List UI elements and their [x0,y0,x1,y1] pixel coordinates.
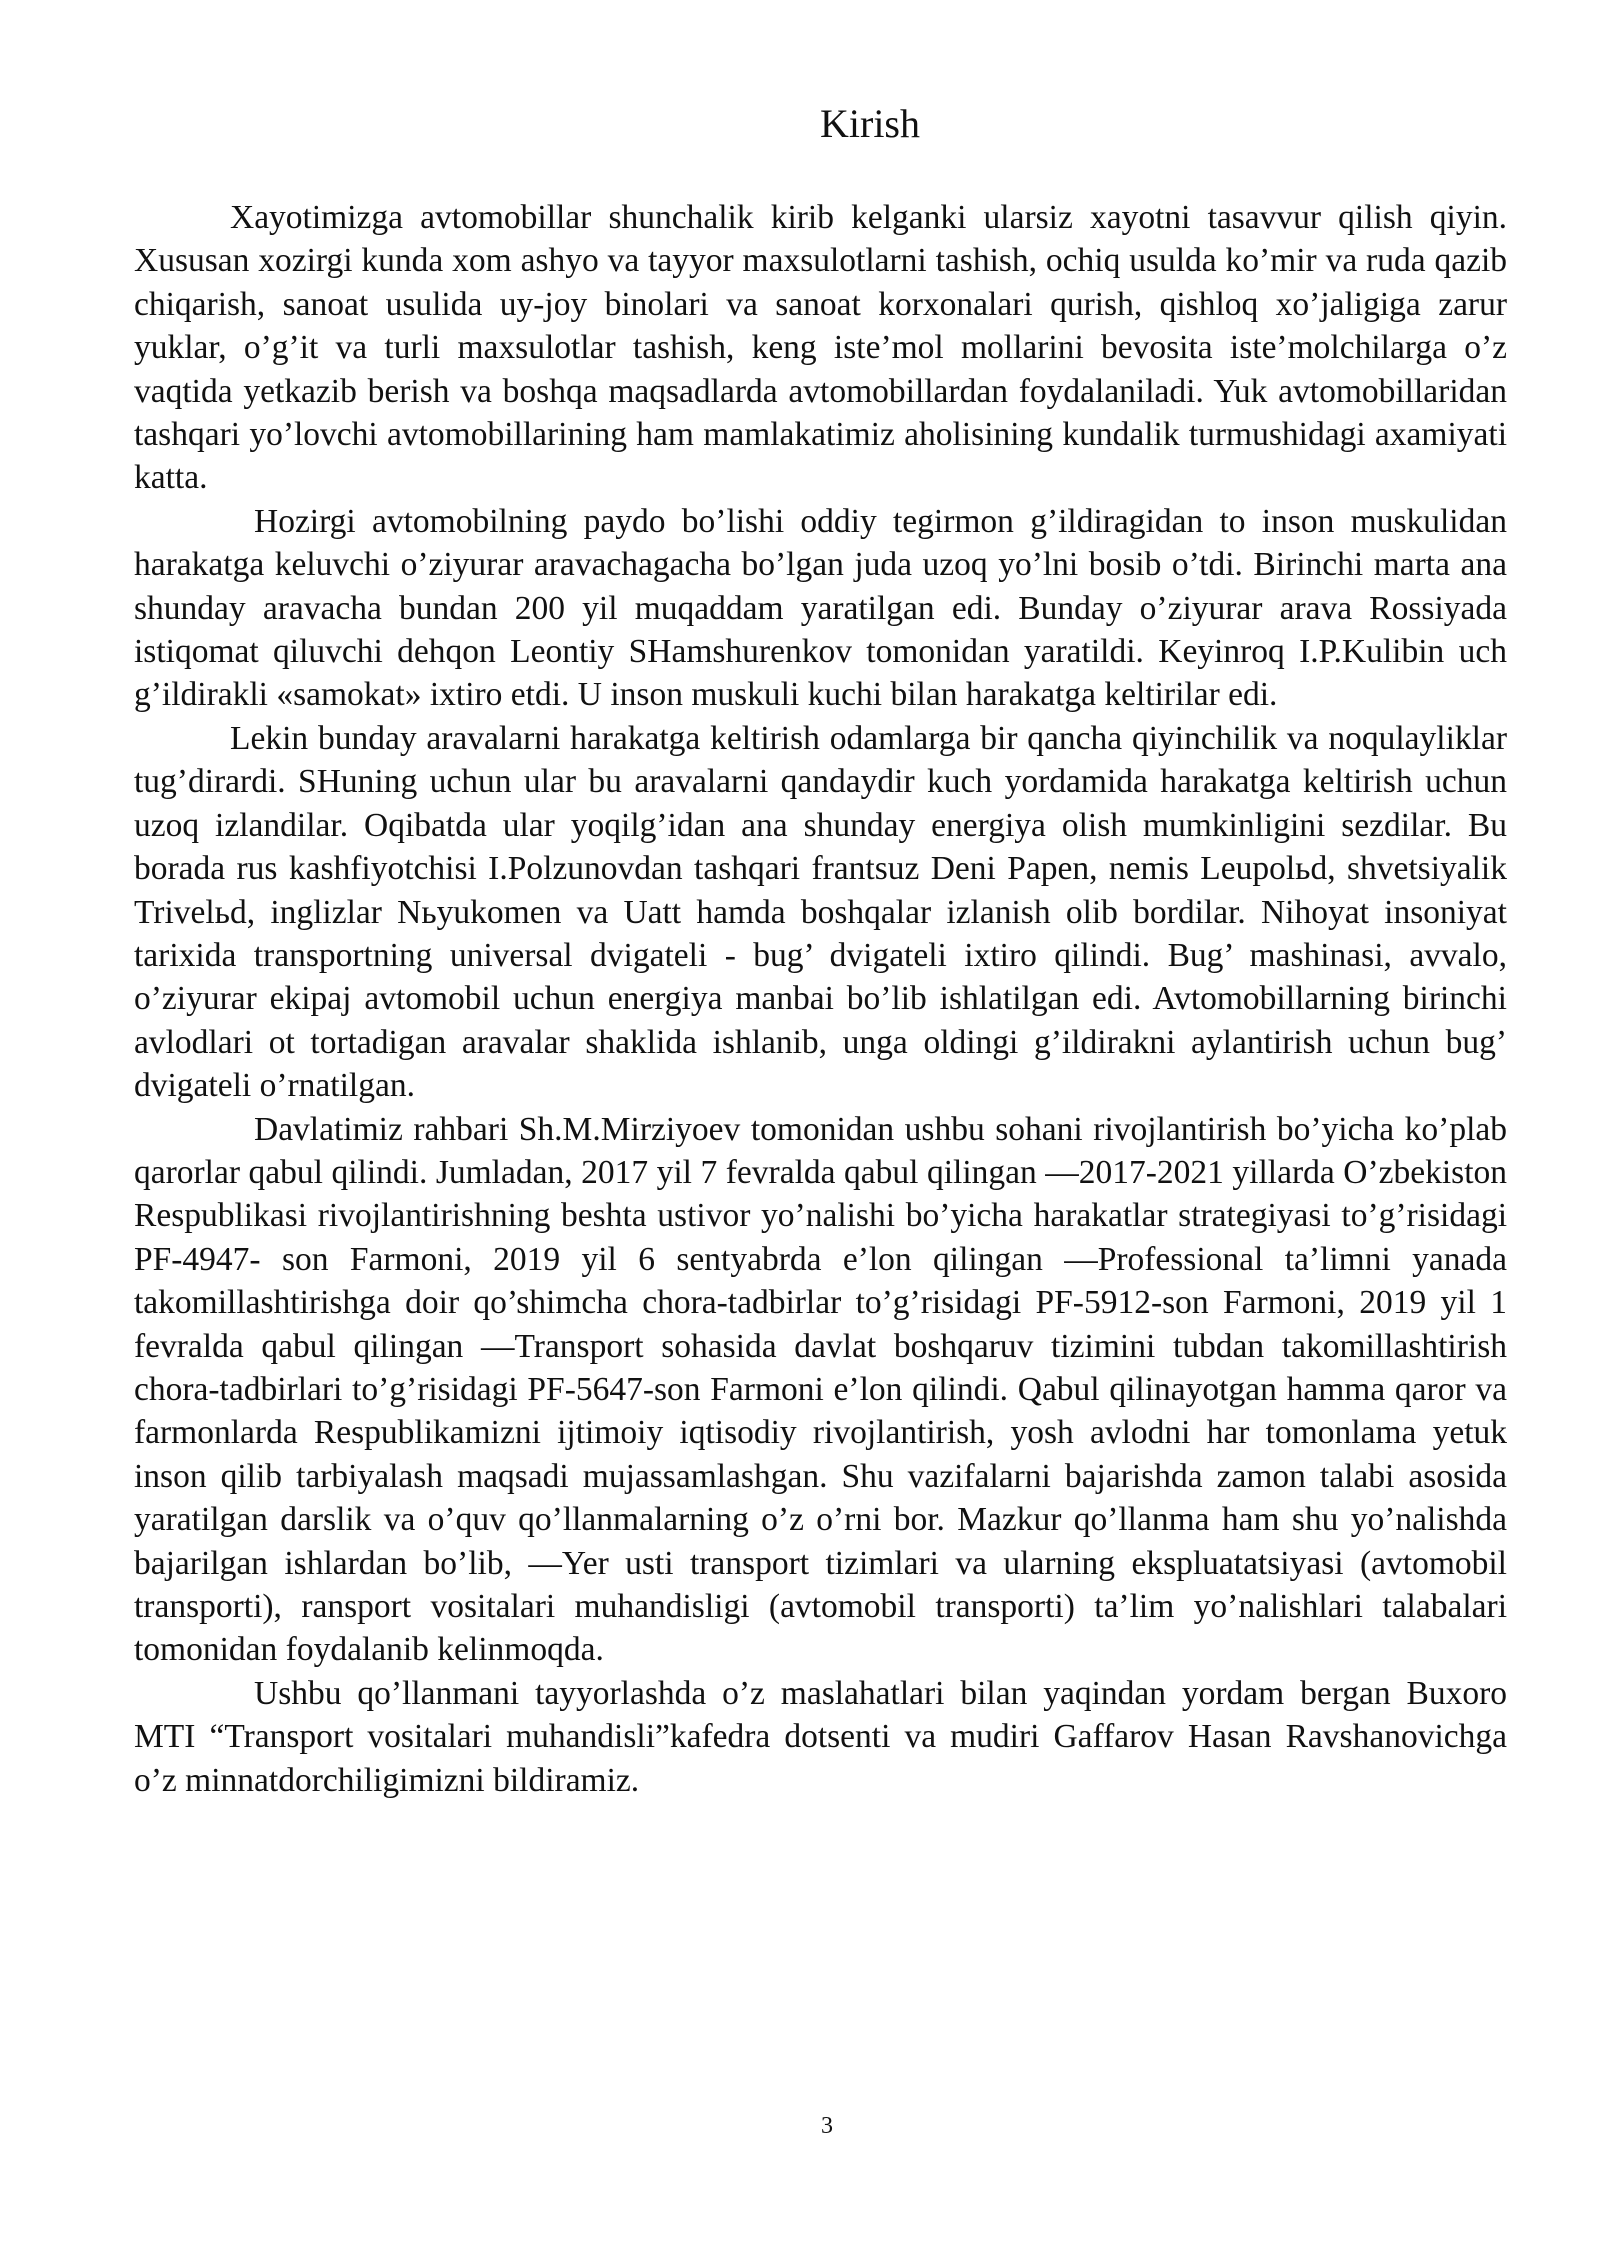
paragraph-history: Hozirgi avtomobilning paydo bo’lishi oddiy tegirmon g’ildiragidan to inson muskulidan harakatga keluvchi o’ziyurar aravachagacha bo’lgan juda uzoq yo’lni bosib o’tdi. Birinchi marta ana shunday aravacha bundan 200 yil muqaddam yaratilgan edi. Bunday o’ziyurar arava Rossiyada istiqomat qiluvchi dehqon Leontiy SHamshurenkov tomonidan yaratildi. Keyinroq I.P.Kulibin uch g’ildirakli «samokat» ixtiro etdi. U inson muskuli kuchi bilan harakatga keltirilar edi. [134,502,1507,714]
paragraph-steam-engine: Lekin bunday aravalarni harakatga keltirish odamlarga bir qancha qiyinchilik va noqulayliklar tug’dirardi. SHuning uchun ular bu aravalarni qandaydir kuch yordamida harakatga keltirish uchun uzoq izlandilar. Oqibatda ular yoqilg’idan ana shunday energiya olish mumkinligini sezdilar. Bu borada rus kashfiyotchisi I.Polzunovdan tashqari frantsuz Deni Papen, nemis Leupolьd, shvetsiyalik Trivelьd, inglizlar Nьyukomen va Uatt hamda boshqalar izlanish olib bordilar. Nihoyat insoniyat tarixida transportning universal dvigateli - bug’ dvigateli ixtiro qilindi. Bug’ mashinasi, avvalo, o’ziyurar ekipaj avtomobil uchun energiya manbai bo’lib ishlatilgan edi. Avtomobillarning birinchi avlodlari ot tortadigan aravalar shaklida ishlanib, unga oldingi g’ildirakni aylantirish uchun bug’ dvigateli o’rnatilgan. [134,719,1507,1105]
paragraph-decrees: Davlatimiz rahbari Sh.M.Mirziyoev tomonidan ushbu sohani rivojlantirish bo’yicha ko’plab qarorlar qabul qilindi. Jumladan, 2017 yil 7 fevralda qabul qilingan ―2017-2021 yillarda O’zbekiston Respublikasi rivojlantirishning beshta ustivor yo’nalishi bo’yicha harakatlar strategiyasi to’g’risidagi PF-4947- son Farmoni, 2019 yil 6 sentyabrda e’lon qilingan ―Professional ta’limni yanada takomillashtirishga doir qo’shimcha chora-tadbirlar to’g’risidagi PF-5912-son Farmoni, 2019 yil 1 fevralda qabul qilingan ―Transport sohasida davlat boshqaruv tizimini tubdan takomillashtirish chora-tadbirlari to’g’risidagi PF-5647-son Farmoni e’lon qilindi. Qabul qilinayotgan hamma qaror va farmonlarda Respublikamizni ijtimoiy iqtisodiy rivojlantirish, yosh avlodni har tomonlama yetuk inson qilib tarbiyalash maqsadi mujassamlashgan. Shu vazifalarni bajarishda zamon talabi asosida yaratilgan darslik va o’quv qo’llanmalarning o’z o’rni bor. Mazkur qo’llanma ham shu yo’nalishda bajarilgan ishlardan bo’lib, ―Yer usti transport tizimlari va ularning ekspluatatsiyasi (avtomobil transporti), ransport vositalari muhandisligi (avtomobil transporti) ta’lim yo’nalishlari talabalari tomonidan foydalanib kelinmoqda. [134,1110,1507,1669]
paragraph-intro: Xayotimizga avtomobillar shunchalik kirib kelganki ularsiz xayotni tasavvur qilish qiyin. Xususan xozirgi kunda xom ashyo va tayyor maxsulotlarni tashish, ochiq usulda ko’mir va ruda qazib chiqarish, sanoat usulida uy-joy binolari va sanoat korxonalari qurish, qishloq xo’jaligiga zarur yuklar, o’g’it va turli maxsulotlar tashish, keng iste’mol mollarini bevosita iste’molchilarga o’z vaqtida yetkazib berish va boshqa maqsadlarda avtomobillardan foydalaniladi. Yuk avtomobillaridan tashqari yo’lovchi avtomobillarining ham mamlakatimiz aholisining kundalik turmushidagi axamiyati katta. [134,199,1507,497]
paragraph-acknowledgement: Ushbu qo’llanmani tayyorlashda o’z maslahatlari bilan yaqindan yordam bergan Buxoro MTI “Transport vositalari muhandisli”kafedra dotsenti va mudiri Gaffarov Hasan Ravshanovichga o’z minnatdorchiligimizni bildiramiz. [134,1674,1507,1799]
page-number: 3 [821,2113,833,2139]
document-body [134,196,1507,1802]
page-title: Kirish [820,101,920,146]
